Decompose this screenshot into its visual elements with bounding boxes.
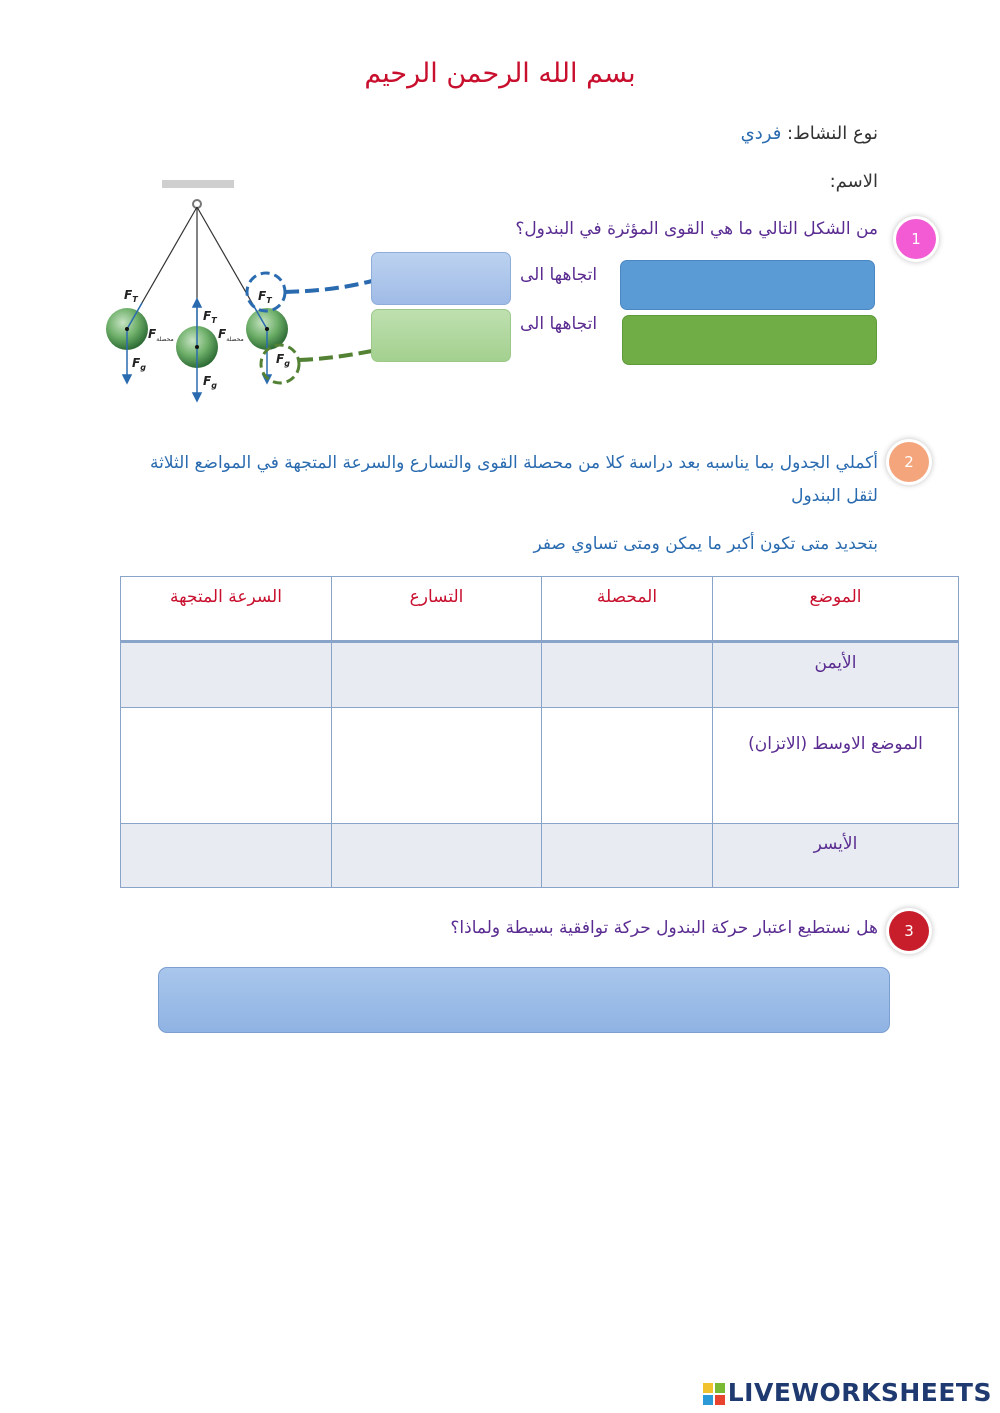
arrowhead-fg-middle xyxy=(193,393,201,401)
table-header-row xyxy=(121,577,959,642)
question-2-text: أكملي الجدول بما يناسبه بعد دراسة كلا من محصلة القوى والتسارع والسرعة المتجهة في المواضع الثلاثة لثقل البندول xyxy=(150,453,878,506)
connector-ft xyxy=(285,281,372,292)
liveworksheets-logo-icon xyxy=(703,1383,725,1405)
answer-box-force-2[interactable] xyxy=(371,309,511,362)
bob-center-left xyxy=(125,327,129,331)
label-ft-left: $F_T$ xyxy=(124,288,138,304)
label-ft-middle: $F_T$ xyxy=(203,309,217,325)
direction-label-2: اتجاهها الى xyxy=(520,314,598,334)
arrowhead-fg-left xyxy=(123,375,131,383)
table-cell-input[interactable] xyxy=(542,642,713,708)
table-header-position: الموضع xyxy=(713,577,959,642)
table-cell-input[interactable] xyxy=(121,642,332,708)
activity-type-label: نوع النشاط: xyxy=(787,123,878,144)
table-header-velocity: السرعة المتجهة xyxy=(121,577,332,642)
connector-fg xyxy=(299,351,372,360)
bob-center-middle xyxy=(195,345,199,349)
label-fnet-right: $F_{محصلة}$ xyxy=(218,327,244,343)
student-name-label: الاسم: xyxy=(829,171,878,192)
label-fg-left: $F_g$ xyxy=(132,356,146,372)
label-fnet-left: $F_{محصلة}$ xyxy=(148,327,174,343)
answer-box-question-3[interactable] xyxy=(158,967,890,1033)
table-cell-input[interactable] xyxy=(332,708,542,824)
answer-box-direction-1[interactable] xyxy=(620,260,875,310)
table-row xyxy=(121,824,959,888)
activity-type xyxy=(741,123,878,144)
table-cell-input[interactable] xyxy=(121,708,332,824)
question-1-text: من الشكل التالي ما هي القوى المؤثرة في البندول؟ xyxy=(515,219,878,239)
table-cell-input[interactable] xyxy=(332,824,542,888)
ceiling-mount xyxy=(162,180,234,188)
activity-type-value: فردي xyxy=(740,123,782,144)
liveworksheets-logo xyxy=(703,1378,992,1407)
answer-table xyxy=(120,576,959,888)
table-header-acceleration: التسارع xyxy=(332,577,542,642)
question-3-badge: 3 xyxy=(889,911,929,951)
answer-box-force-1[interactable] xyxy=(371,252,511,305)
table-cell-input[interactable] xyxy=(121,824,332,888)
question-2-subtext: بتحديد متى تكون أكبر ما يمكن ومتى تساوي صفر xyxy=(533,534,878,554)
question-3-text: هل نستطيع اعتبار حركة البندول حركة توافقية بسيطة ولماذا؟ xyxy=(450,918,878,938)
arrowhead-ft-middle xyxy=(193,299,201,307)
table-cell-input[interactable] xyxy=(542,824,713,888)
row-position-label: الموضع الاوسط (الاتزان) xyxy=(713,708,959,824)
page-title: بسم الله الرحمن الرحيم xyxy=(364,58,636,89)
answer-box-direction-2[interactable] xyxy=(622,315,877,365)
table-row xyxy=(121,642,959,708)
question-2-badge: 2 xyxy=(889,442,929,482)
table-header-net-force: المحصلة xyxy=(542,577,713,642)
label-ft-right: $F_T$ xyxy=(258,289,272,305)
liveworksheets-brand-text: LIVEWORKSHEETS xyxy=(727,1378,992,1407)
question-1-badge: 1 xyxy=(896,219,936,259)
row-position-label: الأيسر xyxy=(713,824,959,888)
pivot-point xyxy=(193,200,201,208)
direction-label-1: اتجاهها الى xyxy=(520,265,598,285)
table-cell-input[interactable] xyxy=(542,708,713,824)
bob-center-right xyxy=(265,327,269,331)
label-fg-middle: $F_g$ xyxy=(203,374,217,390)
label-fg-right: $F_g$ xyxy=(276,352,290,368)
table-cell-input[interactable] xyxy=(332,642,542,708)
table-row xyxy=(121,708,959,824)
row-position-label: الأيمن xyxy=(713,642,959,708)
